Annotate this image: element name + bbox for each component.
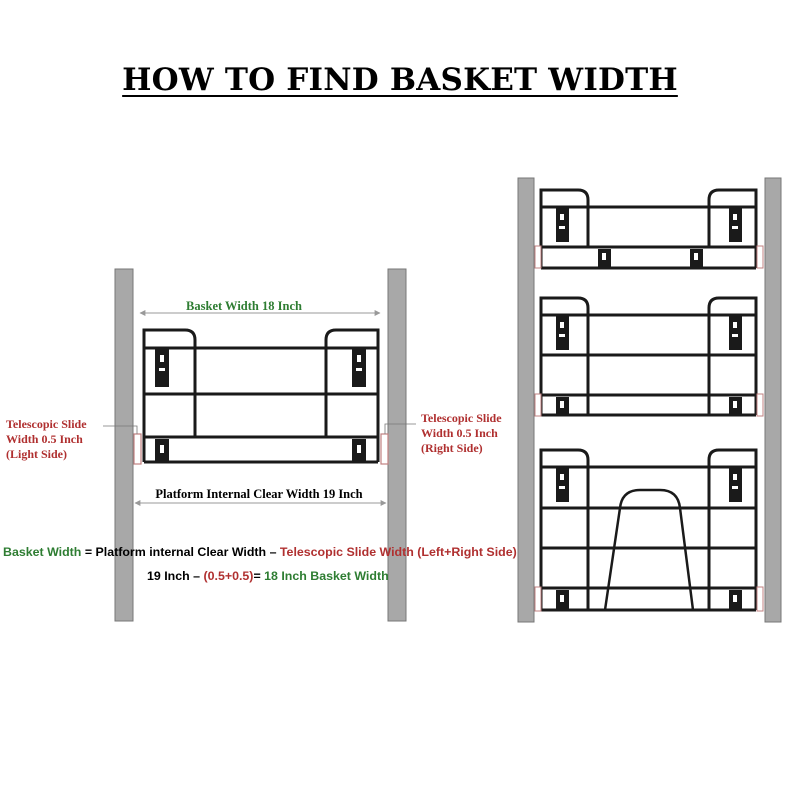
left-wall xyxy=(115,269,133,621)
svg-text:(Right Side): (Right Side) xyxy=(421,441,483,455)
right-diagram-right-wall xyxy=(765,178,781,622)
platform-width-label: Platform Internal Clear Width 19 Inch xyxy=(155,487,363,501)
formula-equals: = xyxy=(253,569,265,583)
svg-text:Width 0.5 Inch: Width 0.5 Inch xyxy=(421,426,498,440)
formula-slide-width: Telescopic Slide Width (Left+Right Side) xyxy=(279,545,517,559)
svg-text:Width 0.5 Inch: Width 0.5 Inch xyxy=(6,432,83,446)
page-title: HOW TO FIND BASKET WIDTH xyxy=(122,62,678,98)
formula-basket-width: Basket Width xyxy=(3,545,82,559)
basket-width-label: Basket Width 18 Inch xyxy=(186,299,302,313)
svg-text:(Light Side): (Light Side) xyxy=(6,447,68,461)
left-slide-label xyxy=(6,417,87,461)
basket-bottom xyxy=(541,450,756,610)
formula-equals-platform: = Platform internal Clear Width – xyxy=(81,545,280,559)
basket-brackets xyxy=(155,349,366,461)
basket-top xyxy=(541,190,756,268)
formula-19-inch: 19 Inch – xyxy=(147,569,204,583)
svg-text:Telescopic Slide: Telescopic Slide xyxy=(421,411,502,425)
left-slide xyxy=(134,434,141,464)
right-slide xyxy=(381,434,388,464)
multi-basket-diagram xyxy=(518,178,781,622)
formula-line-2 xyxy=(147,569,389,583)
basket-frame xyxy=(144,330,378,462)
basket-middle xyxy=(541,298,756,415)
formula-line-1 xyxy=(3,545,517,559)
formula-result: 18 Inch Basket Width xyxy=(264,569,389,583)
svg-text:Telescopic Slide: Telescopic Slide xyxy=(6,417,87,431)
right-wall xyxy=(388,269,406,621)
formula-slide-sum: (0.5+0.5) xyxy=(203,569,254,583)
right-slide-label xyxy=(421,411,502,455)
right-diagram-left-wall xyxy=(518,178,534,622)
